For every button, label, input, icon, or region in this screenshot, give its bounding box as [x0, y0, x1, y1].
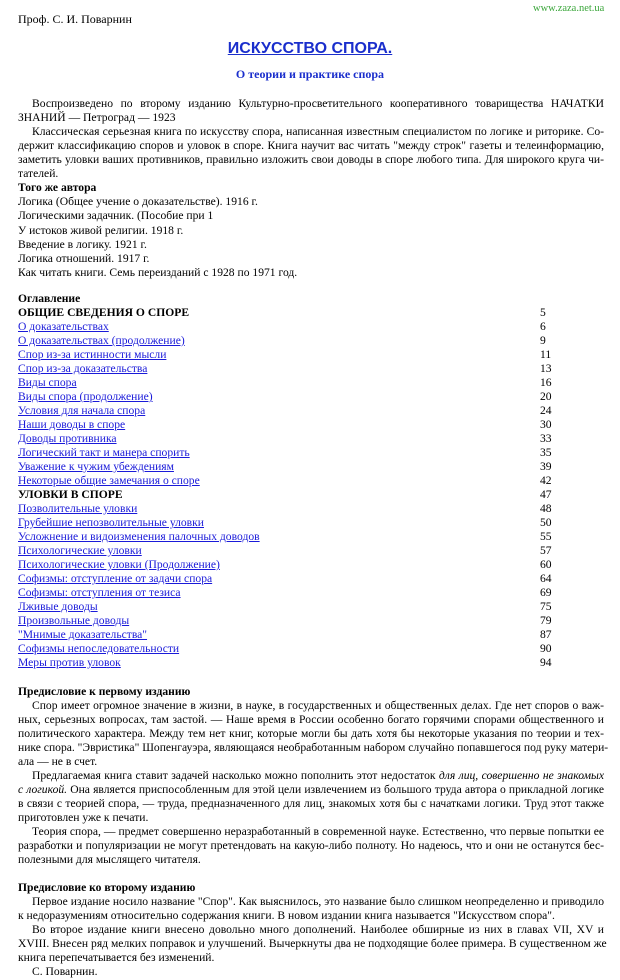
toc-link[interactable]: Уважение к чужим убеждениям	[18, 460, 174, 473]
book-item: У истоков живой религии. 1918 г.	[18, 223, 184, 237]
text-line: XVIII. Внесен ряд мелких поправок и улучшений. Вычеркнуты два не подходящие более примера. В существенном же	[18, 937, 607, 950]
site-watermark[interactable]: www.zaza.net.ua	[533, 3, 605, 14]
book-subtitle: О теории и практике спора	[235, 67, 385, 81]
toc-entry[interactable]	[18, 628, 558, 642]
toc-entry[interactable]	[18, 502, 558, 516]
toc-page-number: 9	[540, 334, 546, 347]
toc-entry[interactable]	[18, 600, 558, 614]
toc-section-title: ОБЩИЕ СВЕДЕНИЯ О СПОРЕ	[18, 306, 190, 319]
author-header: Проф. С. И. Поварнин	[18, 12, 132, 26]
text-line: в связи с теорией спора, — труда, предназначенного для лиц, знакомых хотя бы с начатками логики. Труд этот также	[18, 797, 604, 810]
toc-link[interactable]: Усложнение и видоизменения палочных доводов	[18, 530, 260, 543]
toc-heading: Оглавление	[18, 292, 81, 305]
text-line: Во второе издание книги внесено довольно много дополнений. Наиболее обширные из них в главах VII, XV и	[32, 923, 604, 936]
preface1-paragraph-3	[18, 825, 604, 867]
toc-link[interactable]: Доводы противника	[18, 432, 117, 445]
toc-page-number: 55	[540, 530, 552, 543]
toc-entry[interactable]	[18, 432, 558, 446]
toc-entry[interactable]	[18, 530, 558, 544]
toc-link[interactable]: Виды спора	[18, 376, 77, 389]
toc-link[interactable]: Психологические уловки (Продолжение)	[18, 558, 220, 571]
toc-link[interactable]: Софизмы непоследовательности	[18, 642, 180, 655]
text-line: нике спора. "Эвристика" Шопенгауэра, являющаяся необработанным набором случайно попавшегося под руку матери-	[18, 741, 609, 754]
text-line: Теория спора, — предмет совершенно неразработанный в современной науке. Естественно, что первые попытки ее	[32, 825, 604, 838]
toc-page-number: 47	[540, 488, 552, 501]
same-author-heading: Того же автора	[18, 181, 97, 194]
signature: С. Поварнин.	[32, 965, 98, 978]
text-line: Классическая серьезная книга по искусству спора, написанная известным специалистом по логике и риторике. Со-	[32, 125, 604, 138]
text-line: полезными для мыслящего читателя.	[18, 853, 201, 866]
toc-page-number: 87	[540, 628, 552, 641]
toc-page-number: 39	[540, 460, 552, 473]
toc-page-number: 90	[540, 642, 552, 655]
preface2-heading: Предисловие ко второму изданию	[18, 881, 196, 894]
toc-link[interactable]: Позволительные уловки	[18, 502, 138, 515]
toc-page-number: 42	[540, 474, 552, 487]
toc-entry[interactable]	[18, 460, 558, 474]
italic-text: с логикой.	[18, 783, 68, 796]
book-item: Логика (Общее учение о доказательстве). 1916 г.	[18, 195, 258, 208]
toc-section	[18, 306, 558, 320]
toc-page-number: 16	[540, 376, 552, 389]
text-line	[18, 769, 604, 783]
toc-entry[interactable]	[18, 642, 558, 656]
toc-page-number: 24	[540, 404, 552, 417]
text-line: заметить уловки ваших противников, правильно изложить свои доводы в споре любого типа. Для широкого круга чи-	[18, 153, 604, 166]
toc-page-number: 69	[540, 586, 552, 599]
toc-entry[interactable]	[18, 474, 558, 488]
toc-section-title: УЛОВКИ В СПОРЕ	[18, 488, 123, 501]
text-line: Первое издание носило название "Спор". Как выяснилось, это название было слишком неопределенно и приводило	[32, 895, 604, 908]
text-line: ала — не в счет.	[18, 755, 98, 768]
toc-page-number: 60	[540, 558, 552, 571]
toc-page-number: 64	[540, 572, 552, 585]
preface2-paragraph-1	[18, 895, 604, 923]
toc-link[interactable]: Спор из-за истинности мысли	[18, 348, 167, 361]
toc-page-number: 5	[540, 306, 546, 319]
text-line	[18, 783, 604, 797]
toc-page-number: 13	[540, 362, 552, 375]
toc-link[interactable]: Логический такт и манера спорить	[18, 446, 190, 459]
toc-link[interactable]: Произвольные доводы	[18, 614, 130, 627]
toc-page-number: 35	[540, 446, 552, 459]
preface1-paragraph-2	[18, 769, 604, 825]
text-line: держит классификацию споров и уловок в споре. Книга научит вас читать "между строк" газеты и телеинформацию,	[18, 139, 604, 152]
toc-link[interactable]: Лживые доводы	[18, 600, 98, 613]
text-line: книга перепечатывается без изменений.	[18, 951, 215, 964]
toc-entry[interactable]	[18, 390, 558, 404]
toc-entry[interactable]	[18, 446, 558, 460]
toc-entry[interactable]	[18, 516, 558, 530]
toc-link[interactable]: Меры против уловок	[18, 656, 121, 669]
toc-section	[18, 488, 558, 502]
toc-entry[interactable]	[18, 376, 558, 390]
toc-entry[interactable]	[18, 404, 558, 418]
book-item: Как читать книги. Семь переизданий с 1928 по 1971 год.	[18, 266, 298, 280]
text-line: тателей.	[18, 167, 59, 180]
text-line: политического характера. Между тем нет книг, которые могли бы дать хотя бы некоторые указания по теории и тех-	[18, 727, 604, 740]
preface1-heading: Предисловие к первому изданию	[18, 685, 191, 698]
toc-page-number: 20	[540, 390, 552, 403]
toc-entry[interactable]	[18, 558, 558, 572]
italic-text: для лиц, совершенно не знакомых	[438, 769, 604, 782]
text-line: разработки и популяризации не могут претендовать на какую-либо полноту. Но надеюсь, что и они не останутся бес-	[18, 839, 604, 852]
toc-link[interactable]: Софизмы: отступление от задачи спора	[18, 572, 213, 585]
text-segment: Она является приспособленным для этой цели извлечением из большого труда автора о прикладной логике	[67, 783, 604, 796]
toc-page-number: 75	[540, 600, 552, 613]
toc-entry[interactable]	[18, 334, 558, 348]
book-description	[18, 125, 604, 181]
toc-entry[interactable]	[18, 362, 558, 376]
text-line: к недоразумениям относительно содержания книги. В новом издании книга называется "Искусством спора".	[18, 909, 555, 922]
toc-page-number: 30	[540, 418, 552, 431]
toc-page-number: 48	[540, 502, 552, 515]
toc-page-number: 94	[540, 656, 552, 669]
toc-link[interactable]: Некоторые общие замечания о споре	[18, 474, 200, 487]
toc-page-number: 57	[540, 544, 552, 557]
toc-entry[interactable]	[18, 614, 558, 628]
book-item: Логика отношений. 1917 г.	[18, 252, 150, 266]
toc-entry[interactable]	[18, 418, 558, 432]
toc-link[interactable]: Спор из-за доказательства	[18, 362, 148, 375]
text-line: приготовлен уже к печати.	[18, 811, 149, 824]
toc-entry[interactable]	[18, 586, 558, 600]
toc-entry[interactable]	[18, 544, 558, 558]
toc-link[interactable]: Условия для начала спора	[18, 404, 146, 417]
text-line: Спор имеет огромное значение в жизни, в науке, в государственных и общественных делах. Где нет споров о важ-	[32, 699, 604, 712]
book-item: Логическими задачник. (Пособие при 1	[18, 209, 214, 223]
toc-entry[interactable]	[18, 572, 558, 586]
toc-entry[interactable]	[18, 320, 558, 334]
edition-note	[18, 97, 604, 125]
preface1-paragraph-1	[18, 699, 609, 769]
preface2-paragraph-2	[18, 923, 607, 965]
toc-link[interactable]: Виды спора (продолжение)	[18, 390, 153, 403]
toc-page-number: 50	[540, 516, 552, 529]
table-of-contents	[18, 306, 558, 670]
text-line: Воспроизведено по второму изданию Культурно-просветительного кооперативного товарищества НАЧАТКИ	[32, 97, 604, 110]
book-item: Введение в логику. 1921 г.	[18, 237, 147, 251]
toc-link[interactable]: О доказательствах	[18, 320, 109, 333]
toc-link[interactable]: О доказательствах (продолжение)	[18, 334, 185, 347]
toc-link[interactable]: Психологические уловки	[18, 544, 142, 557]
book-title: ИСКУССТВО СПОРА.	[227, 40, 393, 57]
toc-page-number: 33	[540, 432, 552, 445]
toc-page-number: 11	[540, 348, 552, 361]
toc-page-number: 79	[540, 614, 552, 627]
toc-link[interactable]: "Мнимые доказательства"	[18, 628, 148, 641]
toc-page-number: 6	[540, 320, 546, 333]
text-line: ЗНАНИЙ — Петроград — 1923	[18, 111, 176, 124]
toc-entry[interactable]	[18, 656, 558, 670]
text-segment: Предлагаемая книга ставит задачей насколько можно пополнить этот недостаток	[32, 769, 439, 782]
toc-link[interactable]: Наши доводы в споре	[18, 418, 126, 431]
toc-link[interactable]: Грубейшие непозволительные уловки	[18, 516, 204, 529]
same-author-list	[18, 195, 297, 281]
toc-entry[interactable]	[18, 348, 558, 362]
text-line: ных, серьезных вопросах, там застой. — Наше время в России особенно богато горячими спорами общественного и	[18, 713, 604, 726]
toc-link[interactable]: Софизмы: отступления от тезиса	[18, 586, 181, 599]
